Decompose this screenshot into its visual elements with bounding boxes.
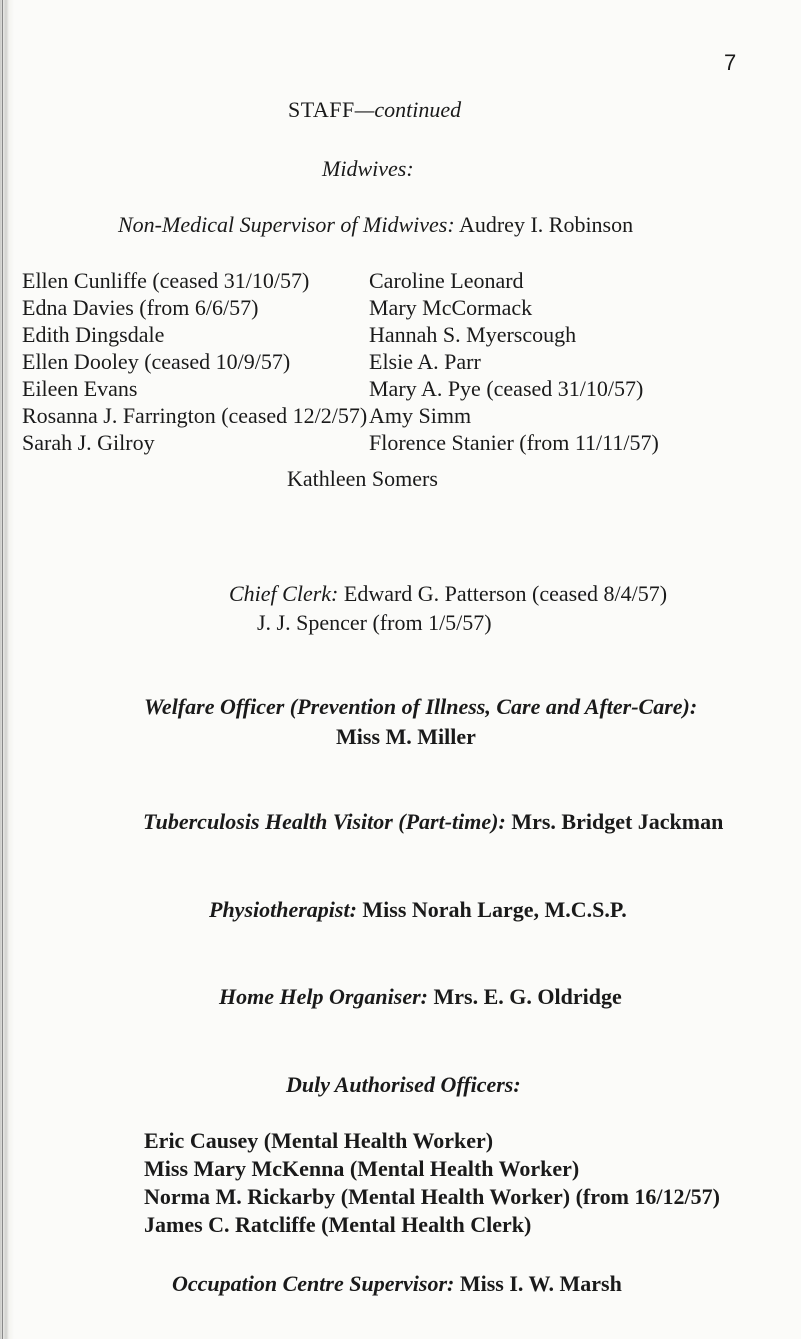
title-staff: STAFF	[288, 97, 355, 122]
midwife-list-item: Edith Dingsdale	[22, 322, 165, 347]
tb-health-visitor	[143, 808, 723, 835]
home-help-label: Home Help Organiser:	[219, 984, 428, 1009]
physiotherapist-label: Physiotherapist:	[209, 897, 357, 922]
midwife-last-entry: Kathleen Somers	[287, 466, 438, 491]
tb-visitor-name: Mrs. Bridget Jackman	[511, 809, 724, 834]
welfare-officer-label: Welfare Officer (Prevention of Illness, Care and After-Care):	[144, 694, 698, 719]
midwife-list-item: Ellen Dooley (ceased 10/9/57)	[22, 349, 291, 374]
page-number: 7	[724, 50, 737, 75]
occupation-centre-supervisor	[172, 1270, 622, 1297]
home-help-name: Mrs. E. G. Oldridge	[433, 984, 622, 1009]
page-binding-edge	[0, 0, 14, 1339]
midwives-right-column	[369, 267, 659, 456]
midwife-list-item: Hannah S. Myerscough	[369, 322, 577, 347]
tb-visitor-label: Tuberculosis Health Visitor (Part-time):	[143, 809, 506, 834]
midwife-list-item: Eileen Evans	[22, 376, 138, 401]
chief-clerk-label: Chief Clerk:	[229, 581, 339, 606]
midwife-list-item: Florence Stanier (from 11/11/57)	[369, 430, 659, 455]
midwife-list-item: Edna Davies (from 6/6/57)	[22, 295, 259, 320]
midwife-list-item: Caroline Leonard	[369, 268, 524, 293]
officer-list-item: Norma M. Rickarby (Mental Health Worker) (from 16/12/57)	[144, 1184, 720, 1209]
occupation-centre-name: Miss I. W. Marsh	[459, 1271, 622, 1296]
midwife-list-item: Ellen Cunliffe (ceased 31/10/57)	[22, 268, 310, 293]
midwives-left-column	[22, 267, 367, 456]
midwives-heading: Midwives:	[322, 156, 414, 181]
page-title	[288, 96, 461, 123]
home-help-organiser	[219, 983, 622, 1010]
midwife-list-item: Sarah J. Gilroy	[22, 430, 155, 455]
officer-list-item: James C. Ratcliffe (Mental Health Clerk)	[144, 1212, 532, 1237]
chief-clerk-line1	[229, 580, 667, 607]
supervisor-name: Audrey I. Robinson	[458, 212, 634, 237]
midwife-list-item: Elsie A. Parr	[369, 349, 481, 374]
officer-list-item: Miss Mary McKenna (Mental Health Worker)	[144, 1156, 580, 1181]
title-continued: —continued	[354, 97, 462, 122]
midwife-list-item: Mary McCormack	[369, 295, 533, 320]
chief-clerk-line2: J. J. Spencer (from 1/5/57)	[257, 610, 492, 635]
midwife-list-item: Mary A. Pye (ceased 31/10/57)	[369, 376, 644, 401]
officer-list-item: Eric Causey (Mental Health Worker)	[144, 1128, 494, 1153]
physiotherapist-name: Miss Norah Large, M.C.S.P.	[362, 897, 627, 922]
midwife-list-item: Amy Simm	[369, 403, 472, 428]
welfare-officer-name: Miss M. Miller	[336, 724, 476, 749]
occupation-centre-label: Occupation Centre Supervisor:	[172, 1271, 455, 1296]
midwives-supervisor	[118, 211, 633, 238]
authorised-officers-heading: Duly Authorised Officers:	[286, 1072, 521, 1097]
physiotherapist	[209, 896, 627, 923]
chief-clerk-name: Edward G. Patterson (ceased 8/4/57)	[343, 581, 668, 606]
midwife-list-item: Rosanna J. Farrington (ceased 12/2/57)	[22, 403, 368, 428]
supervisor-label: Non-Medical Supervisor of Midwives:	[118, 212, 455, 237]
authorised-officers-list	[144, 1127, 720, 1239]
